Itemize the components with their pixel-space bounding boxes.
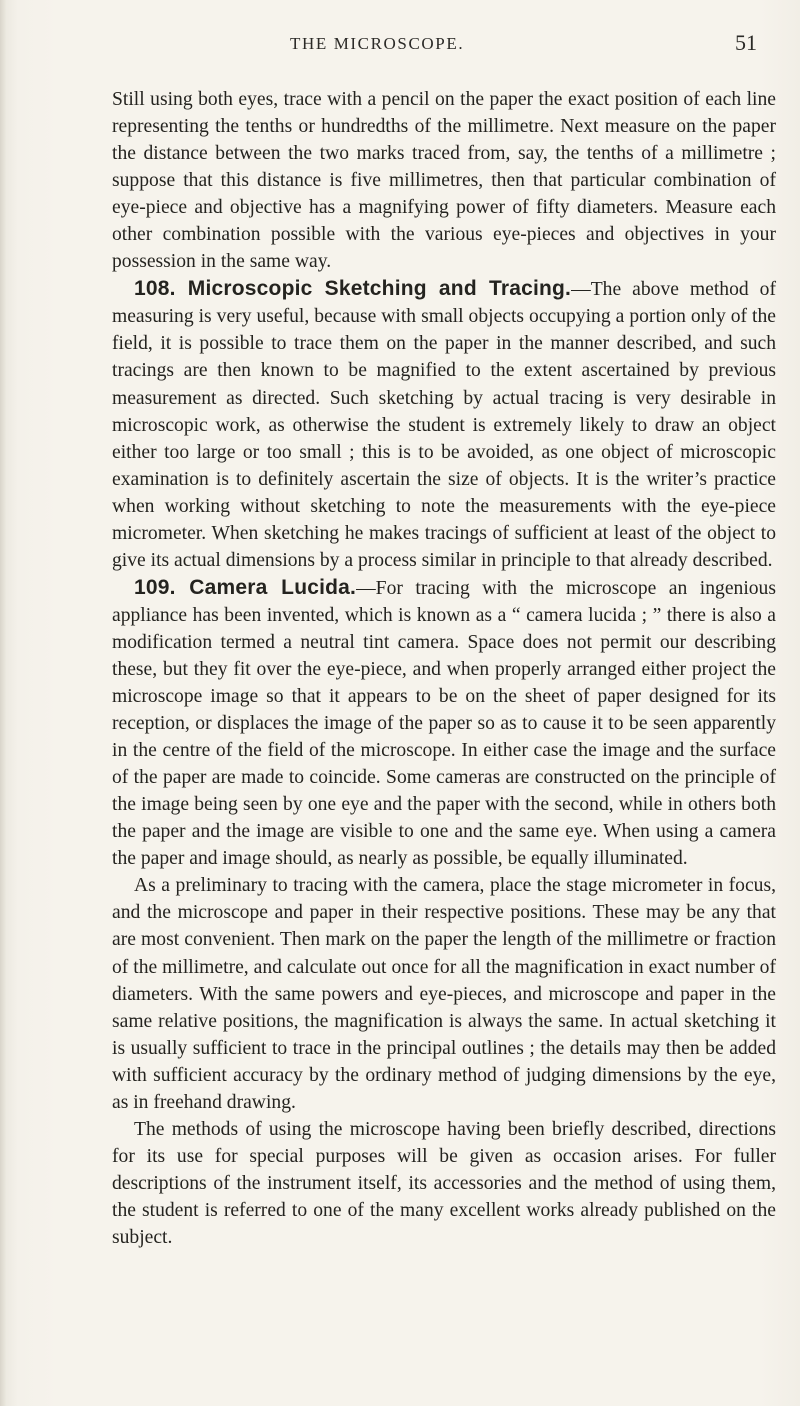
running-head — [0, 30, 800, 60]
paragraph-continued: Still using both eyes, trace with a pencil on the paper the exact position of each line representing the tenths or hundredths of the millimetre. Next measure on the paper the distance between the two marks traced from, say, the tenths of a millimetre ; suppose that this distance is five millimetres, then that particular combination of eye-piece and objective has a magnifying power of fifty diameters. Measure each other combination possible with the various eye-pieces and objectives in your possession in the same way. — [112, 89, 776, 273]
running-title: THE MICROSCOPE. — [290, 34, 465, 53]
paragraph-preliminary: As a preliminary to tracing with the camera, place the stage micrometer in focus, and the microscope and paper in their respective positions. These may be any that are most convenient. Then mark on the paper the length of the millimetre or fraction of the millimetre, and calculate out once for all the magnification in exact number of diameters. With the same powers and eye-pieces, and microscope and paper in the same relative positions, the magnification is always the same. In actual sketching it is usually sufficient to trace in the principal outlines ; the details may then be added with sufficient accuracy by the ordinary method of judging dimensions by the eye, as in freehand drawing. — [112, 875, 776, 1113]
section-108-paragraph — [112, 275, 776, 574]
section-109-heading: 109. Camera Lucida. — [134, 575, 357, 599]
section-108-heading: 108. Microscopic Sketching and Tracing. — [134, 277, 572, 301]
section-108-body: —The above method of measuring is very useful, because with small objects occupying a portion only of the field, it is possible to trace them on the paper in the manner described, and such tracings are then known to be magnified to the extent ascertained by previous measurement as directed. Such sketching by actual tracing is very desirable in microscopic work, as otherwise the student is extremely likely to draw an object either too large or too small ; this is to be avoided, as one object of microscopic examination is to definitely ascertain the size of objects. It is the writer’s practice when working without sketching to note the measurements with the eye-piece micrometer. When sketching he makes tracings of sufficient at least of the object to give its actual dimensions by a process similar in principle to that already described. — [112, 279, 776, 571]
page-gutter-shadow — [0, 0, 6, 1406]
paragraph-methods: The methods of using the microscope having been briefly described, directions for its use for special purposes will be given as occasion arises. For fuller descriptions of the instrument itself, its accessories and the method of using them, the student is referred to one of the many excellent works already published on the subject. — [112, 1118, 776, 1248]
body-text — [112, 86, 776, 1251]
section-109-body: —For tracing with the microscope an ingenious appliance has been invented, which is known as a “ camera lucida ; ” there is also a modification termed a neutral tint camera. Space does not permit our describing these, but they fit over the eye-piece, and when properly arranged either project the microscope image so that it appears to be on the sheet of paper designed for its reception, or displaces the image of the paper so as to cause it to be seen apparently in the centre of the field of the microscope. In either case the image and the surface of the paper are made to coincide. Some cameras are constructed on the principle of the image being seen by one eye and the paper with the second, while in others both the paper and the image are visible to one and the same eye. When using a camera the paper and image should, as nearly as possible, be equally illuminated. — [112, 577, 776, 870]
page-number: 51 — [735, 30, 757, 55]
section-109-paragraph — [112, 574, 776, 873]
